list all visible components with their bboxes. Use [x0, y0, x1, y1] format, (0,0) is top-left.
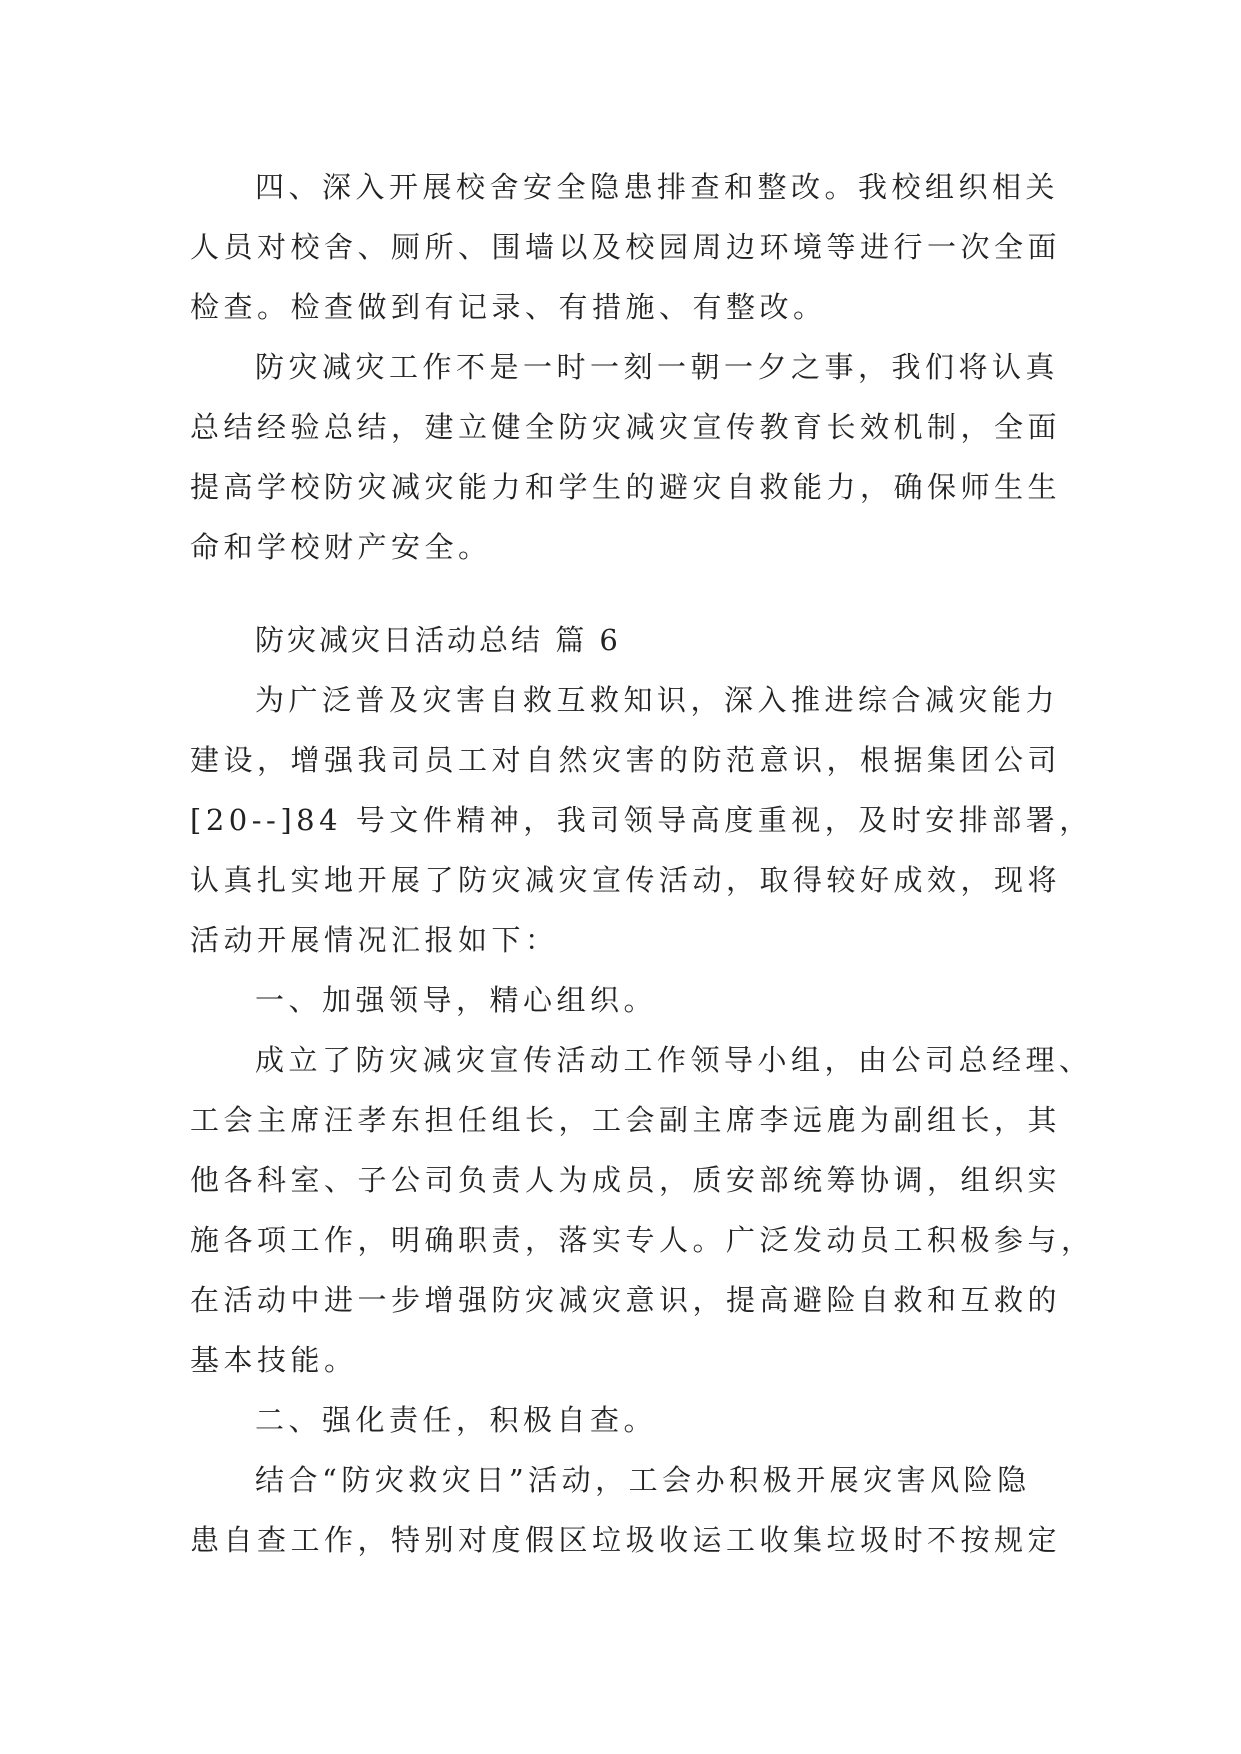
paragraph-line: 他各科室、子公司负责人为成员，质安部统筹协调，组织实	[190, 1163, 1062, 1197]
paragraph-line: 提高学校防灾减灾能力和学生的避灾自救能力，确保师生生	[190, 470, 1062, 504]
paragraph-line: 四、深入开展校舍安全隐患排查和整改。我校组织相关	[255, 170, 1060, 204]
paragraph-line: 防灾减灾工作不是一时一刻一朝一夕之事，我们将认真	[255, 350, 1060, 384]
paragraph-line: 总结经验总结，建立健全防灾减灾宣传教育长效机制，全面	[190, 410, 1062, 444]
paragraph-line: 检查。检查做到有记录、有措施、有整改。	[190, 290, 827, 324]
paragraph-line: 建设，增强我司员工对自然灾害的防范意识，根据集团公司	[190, 743, 1062, 777]
paragraph-line: 施各项工作，明确职责，落实专人。广泛发动员工积极参与，	[190, 1223, 1095, 1257]
paragraph-line: 基本技能。	[190, 1343, 358, 1377]
paragraph-line: 工会主席汪孝东担任组长，工会副主席李远鹿为副组长，其	[190, 1103, 1062, 1137]
paragraph-line: 人员对校舍、厕所、围墙以及校园周边环境等进行一次全面	[190, 230, 1062, 264]
subheading-line: 一、加强领导，精心组织。	[255, 983, 658, 1017]
paragraph-line: 患自查工作，特别对度假区垃圾收运工收集垃圾时不按规定	[190, 1523, 1062, 1557]
paragraph-line: [20--]84 号文件精神，我司领导高度重视，及时安排部署，	[190, 803, 1093, 837]
paragraph-line: 认真扎实地开展了防灾减灾宣传活动，取得较好成效，现将	[190, 863, 1062, 897]
paragraph-line: 为广泛普及灾害自救互救知识，深入推进综合减灾能力	[255, 683, 1060, 717]
paragraph-line: 结合“防灾救灾日”活动，工会办积极开展灾害风险隐	[255, 1463, 1031, 1497]
paragraph-line: 活动开展情况汇报如下：	[190, 923, 559, 957]
paragraph-line: 成立了防灾减灾宣传活动工作领导小组，由公司总经理、	[255, 1043, 1093, 1077]
subheading-line: 二、强化责任，积极自查。	[255, 1403, 658, 1437]
paragraph-line: 在活动中进一步增强防灾减灾意识，提高避险自救和互救的	[190, 1283, 1062, 1317]
section-heading: 防灾减灾日活动总结 篇 6	[255, 623, 621, 657]
paragraph-line: 命和学校财产安全。	[190, 530, 492, 564]
